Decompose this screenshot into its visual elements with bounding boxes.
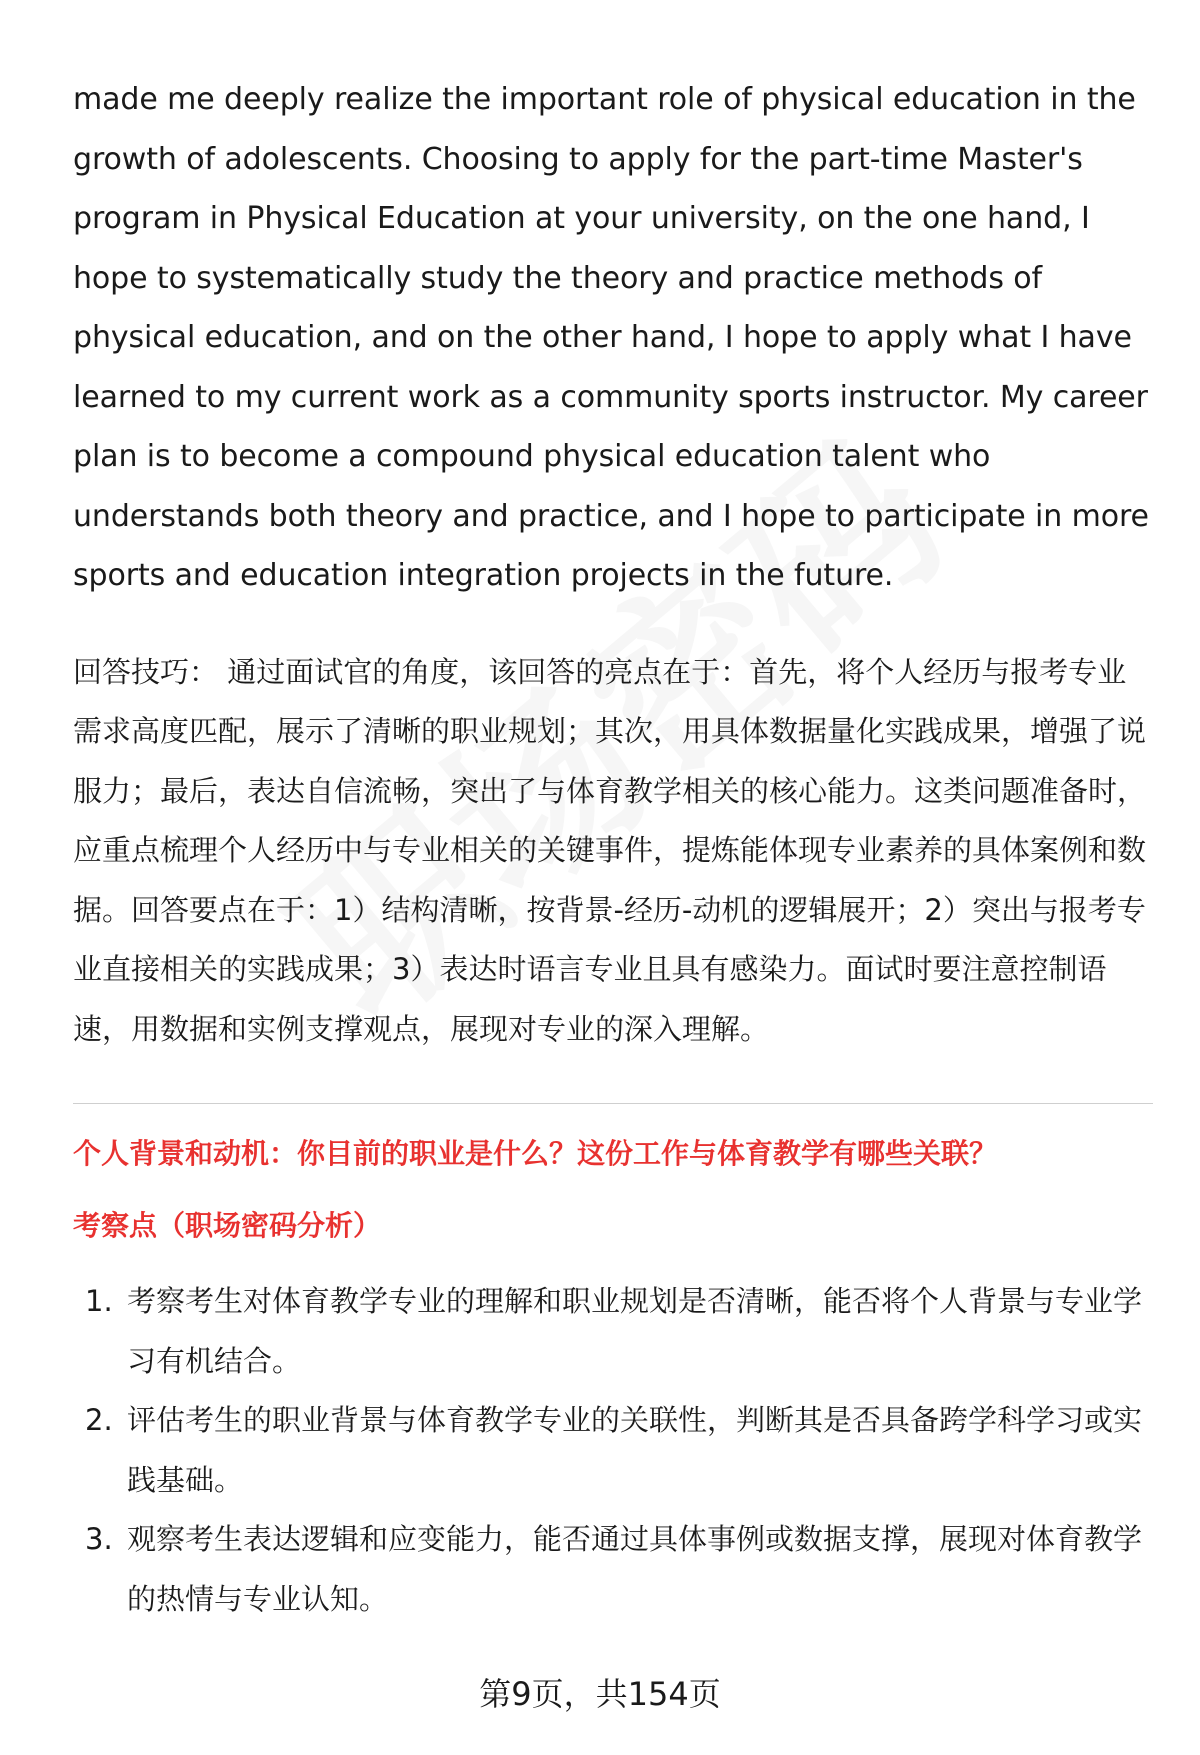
page-content <box>73 70 1153 1629</box>
list-item-number: 2. <box>85 1403 113 1437</box>
list-item-text: 评估考生的职业背景与体育教学专业的关联性，判断其是否具备跨学科学习或实践基础。 <box>127 1403 1143 1497</box>
list-item-text: 考察考生对体育教学专业的理解和职业规划是否清晰，能否将个人背景与专业学习有机结合。 <box>127 1284 1143 1378</box>
page-number-footer: 第9页，共154页 <box>479 1675 721 1713</box>
question-heading: 个人背景和动机：你目前的职业是什么？这份工作与体育教学有哪些关联？ <box>73 1137 998 1170</box>
list-item-text: 观察考生表达逻辑和应变能力，能否通过具体事例或数据支撑，展现对体育教学的热情与专业认知。 <box>127 1522 1143 1616</box>
english-answer-paragraph: made me deeply realize the important role of physical education in the growth of adolescents. Choosing to apply for the part-time Master's program in Physical Education at your university, on the one hand, I hope to systematically study the theory and practice methods of physical education, and on the other hand, I hope to apply what I have learned to my current work as a community sports instructor. My career plan is to become a compound physical education talent who understands both theory and practice, and I hope to participate in more sports and education integration projects in the future. <box>73 82 1149 593</box>
answer-tips-paragraph: 回答技巧： 通过面试官的角度，该回答的亮点在于：首先，将个人经历与报考专业需求高度匹配，展示了清晰的职业规划；其次，用具体数据量化实践成果，增强了说服力；最后，表达自信流畅，突出了与体育教学相关的核心能力。这类问题准备时，应重点梳理个人经历中与专业相关的关键事件，提炼能体现专业素养的具体案例和数据。回答要点在于：1）结构清晰，按背景-经历-动机的逻辑展开；2）突出与报考专业直接相关的实践成果；3）表达时语言专业且具有感染力。面试时要注意控制语速，用数据和实例支撑观点，展现对专业的深入理解。 <box>73 654 1147 1046</box>
section-divider <box>73 1103 1153 1104</box>
list-item <box>73 1391 1153 1510</box>
list-item <box>73 1272 1153 1391</box>
list-item <box>73 1510 1153 1629</box>
list-item-number: 3. <box>85 1522 113 1556</box>
analysis-points-list <box>73 1272 1153 1629</box>
list-item-number: 1. <box>85 1284 113 1318</box>
analysis-heading: 考察点（职场密码分析） <box>73 1209 382 1242</box>
